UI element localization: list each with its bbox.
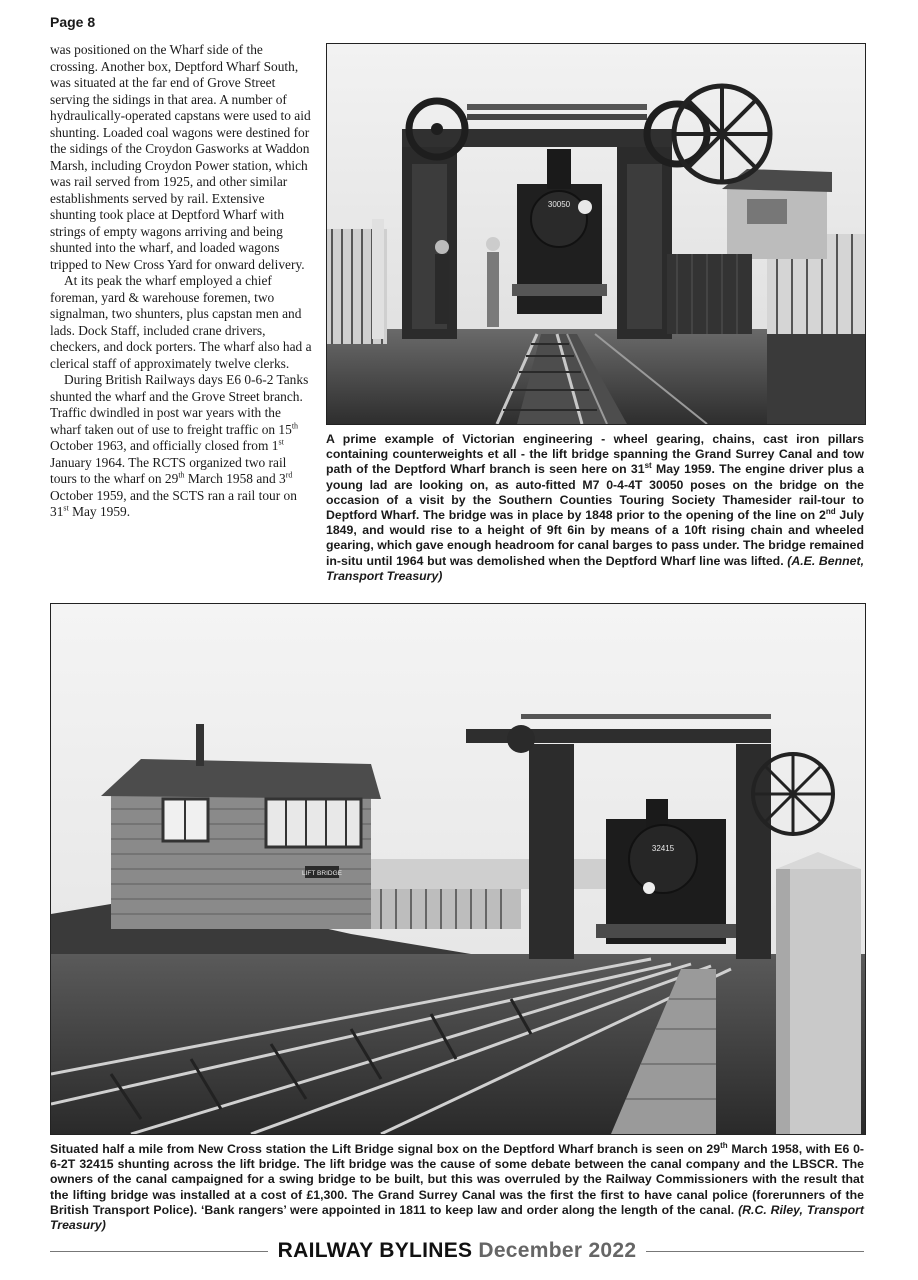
footer-rule-left <box>50 1251 268 1252</box>
paragraph: At its peak the wharf employed a chief foreman, yard & warehouse foremen, two signalman, two shunters, plus capstan men and lads. Dock Staff, included crane drivers, checkers, and dock porters. The wharf also had a clerical staff of approximately twelve clerks. <box>50 273 312 371</box>
signal-box-photo <box>50 603 866 1135</box>
photo-credit: (A.E. Bennet, Transport Treasury) <box>326 553 864 583</box>
paragraph: was positioned on the Wharf side of the crossing. Another box, Deptford Wharf South, was situated at the far end of Grove Street serving the sidings in that area. A number of hydraulically-operated capstans were used to aid shunting. Loaded coal wagons were destined for the sidings of the Croydon Gasworks at Waddon Marsh, including Croydon Power station, which was rail served from 1925, and other similar establishments served by rail. Extensive shunting took place at Deptford Wharf with strings of empty wagons arriving and being shunted into the wharf, and loaded wagons tripped to New Cross Yard for onward delivery. <box>50 42 311 272</box>
photo-credit: (R.C. Riley, Transport Treasury) <box>50 1202 864 1233</box>
signal-box-sign: LIFT BRIDGE <box>302 870 342 877</box>
magazine-name: RAILWAY BYLINES <box>277 1239 473 1262</box>
photo-caption: A prime example of Victorian engineering - wheel gearing, chains, cast iron pillars containing counterweights et all - the lift bridge spanning the Grand Surrey Canal and tow path of the Deptford Wharf branch is seen here on 31st May 1959. The engine driver plus a young lad are looking on, as auto-fitted M7 0-4-4T 30050 poses on the bridge on the occasion of a visit by the Southern Counties Touring Society Thamesider rail-tour to Deptford Wharf. The bridge was in place by 1848 prior to the opening of the line on 2nd July 1849, and would rise to a height of 9ft 6in by means of a 10ft rising chain and wheeled gearing, which gave enough headroom for canal barges to pass under. The bridge remained in-situ until 1964 but was demolished when the Deptford Wharf line was lifted. (A.E. Bennet, Transport Treasury) <box>326 432 864 583</box>
photo-caption: Situated half a mile from New Cross station the Lift Bridge signal box on the Deptford Wharf branch is seen on 29th March 1958, with E6 0-6-2T 32415 shunting across the lift bridge. The lift bridge was the cause of some debate between the canal company and the LBSCR. The owners of the canal campaigned for a swing bridge to be built, but this was overruled by the Railway Commissioners with the result that the lifting bridge was installed at a cost of £1,300. The Grand Surrey Canal was the first the first to have canal police (forerunners of the British Transport Police). ‘Bank rangers’ were appointed in 1811 to keep law and order along the length of the canal. (R.C. Riley, Transport Treasury) <box>50 1140 864 1233</box>
paragraph: During British Railways days E6 0-6-2 Tanks shunted the wharf and the Grove Street branch. Traffic dwindled in post war years with the wharf taken out of use to freight traffic on 15th October 1963, and officially closed from 1st January 1964. The RCTS organized two rail tours to the wharf on 29th March 1958 and 3rd October 1959, and the SCTS ran a rail tour on 31st May 1959. <box>50 372 309 519</box>
issue-date: December 2022 <box>478 1239 637 1262</box>
loco-number: 32415 <box>651 844 675 853</box>
footer-rule-right <box>646 1251 864 1252</box>
page-number: Page 8 <box>50 14 96 30</box>
loco-number: 30050 <box>547 200 571 209</box>
article-body <box>50 42 312 521</box>
page-footer <box>50 1238 864 1264</box>
footer-title <box>268 1239 647 1263</box>
lift-bridge-photo <box>326 43 866 425</box>
